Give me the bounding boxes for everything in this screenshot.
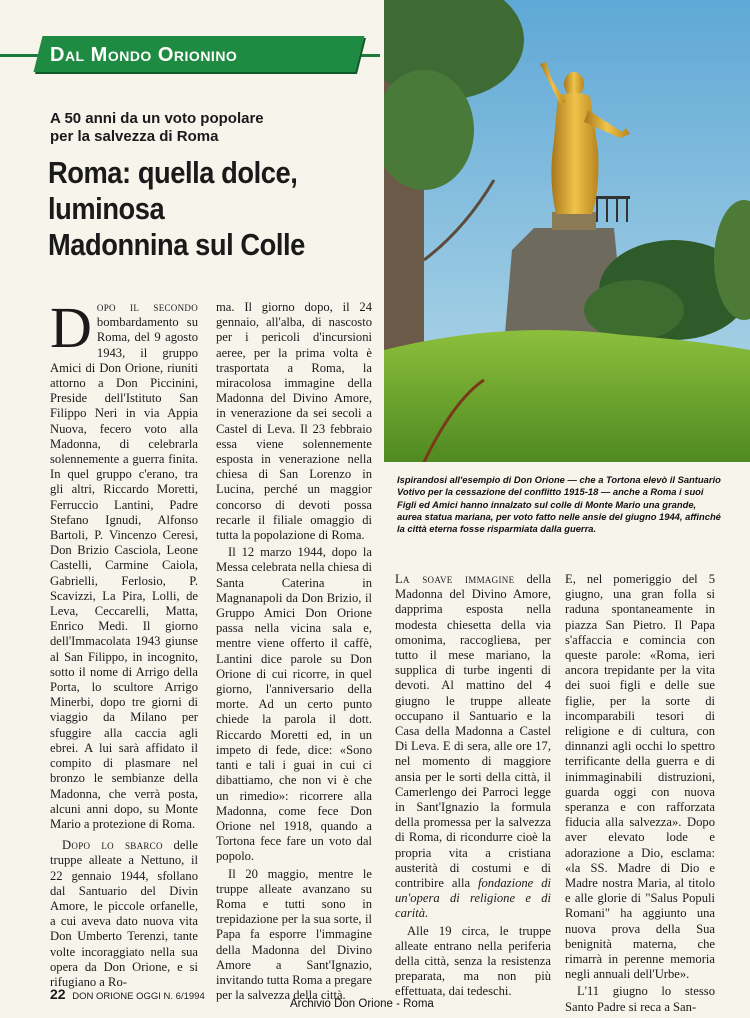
headline-line: Roma: quella dolce, bbox=[48, 155, 298, 190]
section-banner-title: Dal Mondo Orionino bbox=[50, 44, 238, 66]
archive-stamp: Archivio Don Orione - Roma bbox=[290, 998, 434, 1010]
paragraph bbox=[50, 838, 198, 990]
text-column-1 bbox=[50, 295, 198, 992]
lead-in: La soave immagine bbox=[395, 572, 515, 586]
kicker-line: per la salvezza di Roma bbox=[50, 128, 219, 145]
emphasis-text: fondazione di un'opera di religione e di carità. bbox=[395, 876, 551, 921]
photo-caption: Ispirandosi all'esempio di Don Orione — che a Tortona elevò il Santuario Votivo per la cessazione del conflitto 1915-18 — anche a Roma i suoi Figli ed Amici hanno innalzato sul colle di Monte Mario una grande, aurea statua mariana, per voto fatto nelle ansie del giugno 1944, affinché la città eterna fosse risparmiata dalla guerra. bbox=[397, 474, 721, 535]
paragraph: E, nel pomeriggio del 5 giugno, una gran folla si raduna spontaneamente in piazza San Pietro. Il Papa s'affaccia e comincia con queste parole: «Roma, ieri ancora trepidante per la vita dei suoi figli e delle sue figlie, per la sorte di incomparabili tesori di religione e di cultura, con dinnanzi agli occhi lo spettro terrificante della guerra e di inimmaginabili distruzioni, guarda oggi con nuova speranza e con rafforzata fiducia alla salvezza». Dopo aver elevato lode e adorazione a Dio, esclama: «la SS. Madre di Dio e Madre nostra Maria, al titolo e alle glorie di "Salus Populi Romani" ha aggiunto una nuova prova della Sua benignità materna, che rimarrà in perenne memoria negli annuali dell'Urbe». bbox=[565, 572, 715, 982]
paragraph bbox=[395, 572, 551, 922]
kicker-line: A 50 anni da un voto popolare bbox=[50, 110, 264, 127]
headline-line: luminosa bbox=[48, 191, 165, 226]
page-footer bbox=[50, 986, 205, 1002]
paragraph: L'11 giugno lo stesso Santo Padre si reca a San- bbox=[565, 984, 715, 1014]
paragraph-text: bombardamento su Roma, del 9 agosto 1943, il gruppo Amici di Don Orione, riuniti attorno a Don Piccinini, Preside dell'Istituto San Filippo Neri in via Appia Nuova, fecero voto alla Madonna, di celebrarla solennemente a guerra finita. In quel gruppo c'erano, tra gli altri, Riccardo Moretti, Ferruccio Lantini, Padre Stefano Ignudi, Alfonso Bartoli, P. Vincenzo Ceresi, Don Brizio Casciola, Leone Castelli, Carmine Caiola, Gabrielli, Ferlosio, P. Scavizzi, La Pira, Lolli, de Leva, Ceccarelli, Matta, Enrico Medi. Il giorno dell'Immacolata 1943 giunse al San Filippo, in incognito, sotto il nome di Arrigo della Porta, lo scultore Arrigo Minerbi, dopo tre giorni di viaggio da Milano per sfuggire alla caccia agli ebrei. A lui sarà affidato il compito di plasmare nel bronzo le sembianze della Madonna, che verrà posta, alcuni anni dopo, su Monte Mario a protezione di Roma. bbox=[50, 315, 198, 831]
page-number: 22 bbox=[50, 986, 66, 1002]
lead-in: Dopo lo sbarco bbox=[62, 838, 163, 853]
paragraph: Il 20 maggio, mentre le truppe alleate avanzano su Roma e tutti sono in trepidazione per la sua sorte, il Papa fa esporre l'immagine della Madonna del Divino Amore a Sant'Ignazio, invitando tutta Roma a pregare per la salvezza della città. bbox=[216, 866, 372, 1003]
article-headline bbox=[48, 155, 338, 263]
publication-name: DON ORIONE OGGI N. 6/1994 bbox=[72, 991, 205, 1002]
drop-cap: D bbox=[50, 295, 92, 360]
paragraph: Alle 19 circa, le truppe alleate entrano nella periferia della città, senza la resistenza preparata, ma non più effettuata, dai tedeschi. bbox=[395, 923, 551, 999]
lead-in: opo il secondo bbox=[96, 300, 198, 314]
paragraph-text: della Madonna del Divino Amore, dapprima esposta nella modesta chiesetta della via omonima, raccogliева, per tutto il mese mariano, la supplica di turbe ingenti di devoti. Al mattino del 4 giugno le truppe alleate occupano il Santuario e la Casa della Madonna a Castel Di Leva. E di sera, alle ore 17, nel momento di maggiore ansia per le sorti della città, il Camerlengo dei Parroci legge in Sant'Ignazio la formula della promessa per la salvezza di Roma, di ricondurre cioè la propria vita a cristiana austerità di costumi e di contribire alla bbox=[395, 572, 551, 891]
madonna-statue-photo bbox=[384, 0, 750, 462]
article-kicker bbox=[50, 110, 370, 146]
paragraph: Il 12 marzo 1944, dopo la Messa celebrata nella chiesa di Santa Caterina in Magnanapoli da Don Brizio, il Gruppo Amici Don Orione passa nella vicina sala e, mentre viene offerto il caffè, Lantini dice parole su Don Orione di cui ricorre, in quel giorno, l'anniversario della morte. Ad un certo punto chiede la parola il dott. Riccardo Moretti ed, in un impeto di fede, dice: «Sono tanti e tali i guai in cui ci dibattiamo, che non vi è che un rimedio»: ricorrere alla Madonna, come fece Don Orione nel 1918, quando a Tortona fece fare un voto dal popolo. bbox=[216, 545, 372, 864]
headline-line: Madonnina sul Colle bbox=[48, 227, 305, 262]
paragraph: ma. Il giorno dopo, il 24 gennaio, all'alba, di nascosto per i pericoli d'incursioni aeree, per la prima volta è trasportata a Roma, la miracolosa immagine della Madonna del Divino Amore, in venerazione da sei secoli a Castel di Leva. Il 23 febbraio essa viene solennemente esposta in venerazione nella chiesa di San Lorenzo in Lucina, perché un maggior concorso di devoti possa recarle il filiale omaggio di tutta la popolazione di Roma. bbox=[216, 300, 372, 543]
text-column-4 bbox=[565, 572, 715, 1017]
text-column-3 bbox=[395, 572, 551, 1002]
paragraph-text: delle truppe alleate a Nettuno, il 22 gennaio 1944, sfollano dal Santuario del Divin Amore, le piccole orfanelle, a cui aveva dato nuova vita Don Umberto Terenzi, tante volte incoraggiato nella sua opera da Don Orione, e si rifugiano a Ro- bbox=[50, 838, 198, 989]
paragraph bbox=[50, 295, 198, 832]
text-column-2 bbox=[216, 300, 372, 1005]
photo-illustration bbox=[384, 0, 750, 462]
